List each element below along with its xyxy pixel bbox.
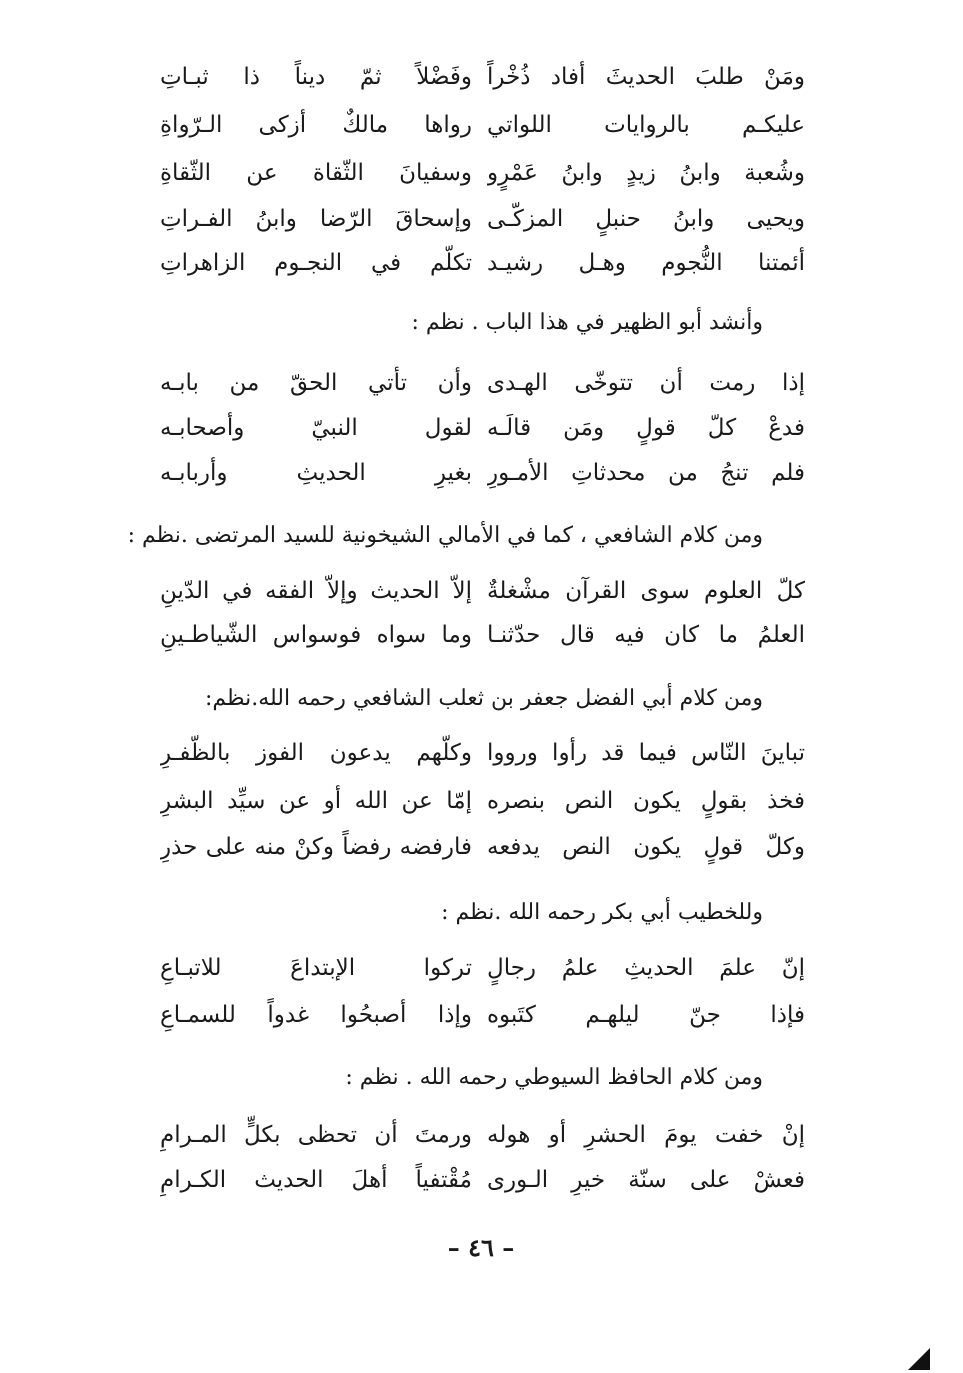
second-hemistich: رواها مالكٌ أزكى الـرّواةِ bbox=[160, 112, 472, 138]
first-hemistich: إنْ خفت يومَ الحشرِ أو هوله bbox=[487, 1122, 805, 1148]
second-hemistich: تكلّم في النجـوم الزاهراتِ bbox=[160, 250, 472, 276]
verse-line bbox=[160, 150, 805, 196]
first-hemistich: أئمتنا النُّجوم وهـل رشيـد bbox=[487, 250, 805, 276]
section-intro: ومن كلام الشافعي ، كما في الأمالي الشيخونية للسيد المرتضى .نظم : bbox=[127, 523, 763, 548]
verse-line bbox=[160, 778, 805, 824]
verse-line bbox=[160, 612, 805, 658]
first-hemistich: إذا رمت أن تتوخّى الهـدى bbox=[487, 370, 805, 396]
first-hemistich: ومَنْ طلبَ الحديثَ أفاد ذُخْراً bbox=[487, 64, 805, 90]
first-hemistich: العلمُ ما كان فيه قال حدّثنـا bbox=[487, 622, 805, 648]
second-hemistich: وكلّهم يدعون الفوز بالظّفـرِ bbox=[160, 740, 472, 766]
verse-line bbox=[160, 824, 805, 870]
first-hemistich: ويحيى وابنُ حنبلٍ المزكّـى bbox=[487, 206, 805, 232]
verse-line bbox=[160, 568, 805, 614]
second-hemistich: وفَضْلاً ثمّ ديناً ذا ثبـاتِ bbox=[160, 64, 472, 90]
first-hemistich: وشُعبة وابنُ زيدٍ وابنُ عَمْرٍو bbox=[487, 160, 805, 186]
second-hemistich: وإسحاقَ الرّضا وابنُ الفـراتِ bbox=[160, 206, 472, 232]
second-hemistich: لقول النبيّ وأصحابـه bbox=[160, 415, 472, 441]
second-hemistich: وإذا أصبحُوا غدواً للسمـاعِ bbox=[160, 1002, 472, 1028]
verse-line bbox=[160, 54, 805, 100]
first-hemistich: إنّ علمَ الحديثِ علمُ رجالٍ bbox=[487, 955, 805, 981]
second-hemistich: بغيرِ الحديثِ وأربابـه bbox=[160, 460, 472, 486]
section-intro: ومن كلام أبي الفضل جعفر بن ثعلب الشافعي رحمه الله.نظم: bbox=[204, 686, 763, 711]
verse-line bbox=[160, 1157, 805, 1203]
second-hemistich: وسفيانَ الثّقاة عن الثّقاةِ bbox=[160, 160, 472, 186]
section-intro: وللخطيب أبي بكر رحمه الله .نظم : bbox=[441, 900, 763, 925]
verse-line bbox=[160, 730, 805, 776]
first-hemistich: فدعْ كلّ قولٍ ومَن قالَـه bbox=[487, 415, 805, 441]
second-hemistich: وأن تأتي الحقّ من بابـه bbox=[160, 370, 472, 396]
page-number: – ٤٦ – bbox=[447, 1233, 515, 1262]
second-hemistich: فارفضه رفضاً وكنْ منه على حذرِ bbox=[160, 834, 472, 860]
verse-line bbox=[160, 196, 805, 242]
second-hemistich: تركوا الإبتداعَ للاتبـاعِ bbox=[160, 955, 472, 981]
section-intro: ومن كلام الحافظ السيوطي رحمه الله . نظم : bbox=[345, 1065, 763, 1090]
first-hemistich: فلم تنجُ من محدثاتِ الأمـورِ bbox=[487, 460, 805, 486]
second-hemistich: إلاّ الحديث وإلاّ الفقه في الدّينِ bbox=[160, 578, 472, 604]
second-hemistich: مُقْتفياً أهلَ الحديث الكـرامِ bbox=[160, 1167, 472, 1193]
first-hemistich: كلّ العلوم سوى القرآن مشْغلةٌ bbox=[487, 578, 805, 604]
verse-line bbox=[160, 102, 805, 148]
verse-line bbox=[160, 360, 805, 406]
first-hemistich: تباينَ النّاس فيما قد رأوا ورووا bbox=[487, 740, 805, 766]
second-hemistich: إمّا عن الله أو عن سيِّد البشرِ bbox=[160, 788, 472, 814]
section-intro: وأنشد أبو الظهير في هذا الباب . نظم : bbox=[411, 310, 763, 335]
verse-line bbox=[160, 450, 805, 496]
second-hemistich: وما سواه فوسواس الشّياطـينِ bbox=[160, 622, 472, 648]
verse-line bbox=[160, 945, 805, 991]
first-hemistich: فخذ بقولٍ يكون النص بنصره bbox=[487, 788, 805, 814]
verse-line bbox=[160, 1112, 805, 1158]
verse-line bbox=[160, 992, 805, 1038]
verse-line bbox=[160, 240, 805, 286]
first-hemistich: فإذا جنّ ليلهـم كتَبوه bbox=[487, 1002, 805, 1028]
verse-line bbox=[160, 405, 805, 451]
corner-triangle-mark bbox=[908, 1348, 930, 1370]
first-hemistich: عليكـم بالروايات اللواتي bbox=[487, 112, 805, 138]
second-hemistich: ورمتَ أن تحظى بكلٍّ المـرامِ bbox=[160, 1122, 472, 1148]
first-hemistich: وكلّ قولٍ يكون النص يدفعه bbox=[487, 834, 805, 860]
first-hemistich: فعشْ على سنّة خيرِ الـورى bbox=[487, 1167, 805, 1193]
